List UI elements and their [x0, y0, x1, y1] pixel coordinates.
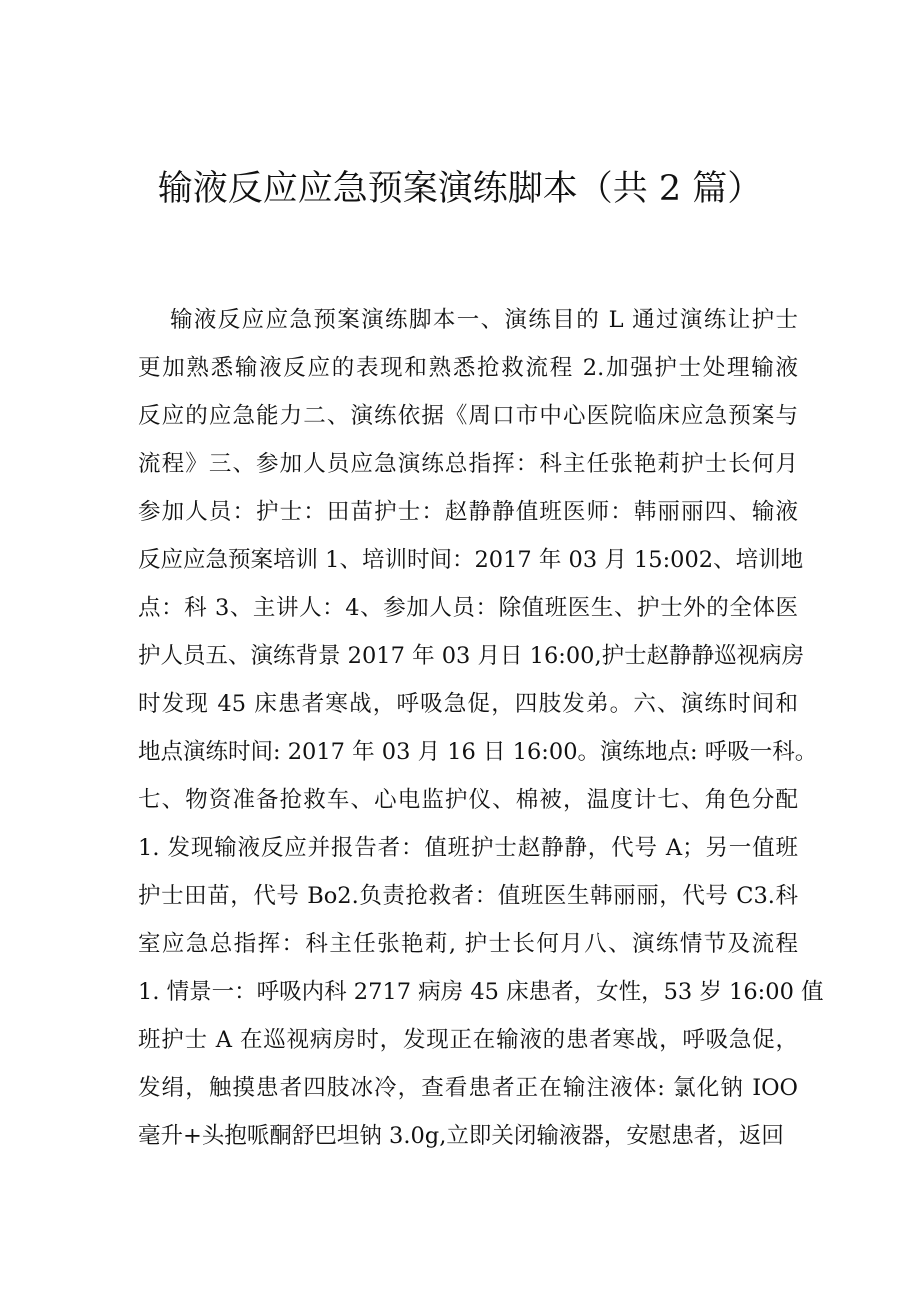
- body-line: 反应应急预案培训 1、培训时间：2017 年 03 月 15:002、培训地: [138, 547, 804, 573]
- body-line: 地点演练时间: 2017 年 03 月 16 日 16:00。演练地点: 呼吸一科。: [138, 739, 818, 765]
- body-line: 输液反应应急预案演练脚本一、演练目的 L 通过演练让护士: [170, 307, 798, 333]
- body-line: 室应急总指挥：科主任张艳莉, 护士长何月八、演练情节及流程: [138, 931, 798, 957]
- body-line: 反应的应急能力二、演练依据《周口市中心医院临床应急预案与: [138, 403, 798, 429]
- body-line: 1. 情景一：呼吸内科 2717 病房 45 床患者，女性，53 岁 16:00 值: [138, 979, 824, 1005]
- document-body: [138, 296, 824, 1160]
- body-line: 1. 发现输液反应并报告者：值班护士赵静静，代号 A；另一值班: [138, 835, 798, 861]
- body-line: 参加人员：护士：田苗护士：赵静静值班医师：韩丽丽四、输液: [138, 499, 798, 525]
- body-line: 点：科 3、主讲人：4、参加人员：除值班医生、护士外的全体医: [138, 595, 798, 621]
- body-line: 毫升+头抱哌酮舒巴坦钠 3.0g,立即关闭输液器，安慰患者，返回: [138, 1123, 784, 1149]
- body-line: 护士田苗，代号 Bo2.负责抢救者：值班医生韩丽丽，代号 C3.科: [138, 883, 798, 909]
- body-line: 七、物资准备抢救车、心电监护仪、棉被，温度计七、角色分配: [138, 787, 798, 813]
- body-line: 班护士 A 在巡视病房时，发现正在输液的患者寒战，呼吸急促，: [138, 1027, 798, 1053]
- body-line: 护人员五、演练背景 2017 年 03 月日 16:00,护士赵静静巡视病房: [138, 643, 805, 669]
- document-title: 输液反应应急预案演练脚本（共 2 篇）: [157, 169, 763, 209]
- body-line: 更加熟悉输液反应的表现和熟悉抢救流程 2.加强护士处理输液: [138, 355, 798, 381]
- body-line: 流程》三、参加人员应急演练总指挥：科主任张艳莉护士长何月: [138, 451, 798, 477]
- body-line: 发绢，触摸患者四肢冰冷，查看患者正在输注液体: 氯化钠 IOO: [138, 1075, 798, 1101]
- body-line: 时发现 45 床患者寒战，呼吸急促，四肢发弟。六、演练时间和: [138, 691, 798, 717]
